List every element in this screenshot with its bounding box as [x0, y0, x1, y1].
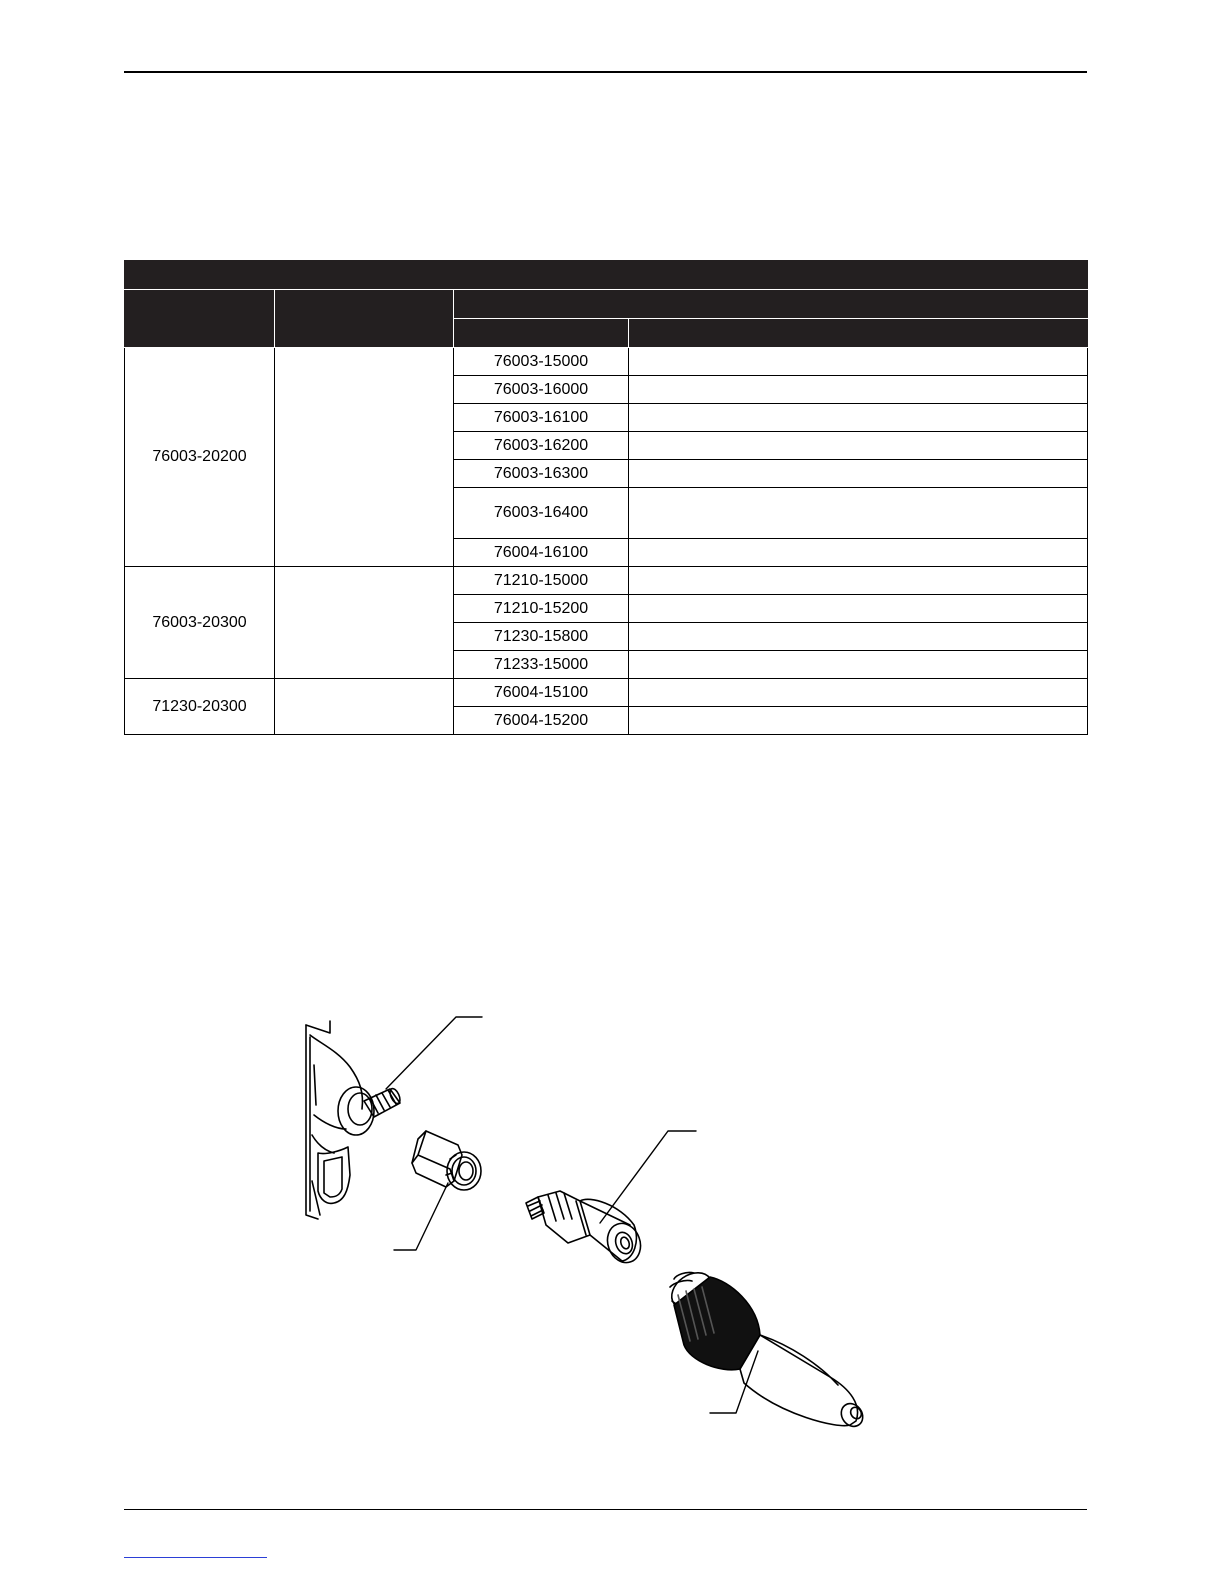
footer-rule [124, 1509, 1087, 1510]
exploded-assembly-figure [290, 1005, 890, 1435]
part-description-cell [629, 432, 1088, 460]
header-cell-description [275, 290, 454, 348]
part-number-cell: 71230-15800 [454, 623, 629, 651]
part-description-cell [629, 404, 1088, 432]
parts-table [124, 260, 1088, 735]
part-number-cell: 76003-16000 [454, 376, 629, 404]
part-description-cell [629, 376, 1088, 404]
kit-number-cell: 76003-20200 [125, 348, 275, 567]
callout-leader-2 [394, 1183, 448, 1250]
part-description-cell [629, 595, 1088, 623]
part-number-cell: 76003-16100 [454, 404, 629, 432]
part-number-cell: 76003-16200 [454, 432, 629, 460]
kit-description-cell [275, 679, 454, 735]
table-header [125, 261, 1088, 348]
part-number-cell: 76003-16300 [454, 460, 629, 488]
part-number-cell: 71210-15000 [454, 567, 629, 595]
part-number-cell: 71233-15000 [454, 651, 629, 679]
part-number-cell: 76003-16400 [454, 488, 629, 539]
table-row [125, 679, 1088, 707]
part-description-cell [629, 707, 1088, 735]
part-description-cell [629, 623, 1088, 651]
table-row [125, 348, 1088, 376]
part-number-cell: 76003-15000 [454, 348, 629, 376]
part-number-cell: 76004-16100 [454, 539, 629, 567]
part-description-cell [629, 539, 1088, 567]
table-body [125, 348, 1088, 735]
part-description-cell [629, 348, 1088, 376]
table-title-bar [125, 261, 1088, 290]
header-cell-includes [454, 290, 1088, 319]
header-rule [124, 71, 1087, 73]
part-description-cell [629, 651, 1088, 679]
header-cell-part [454, 319, 629, 348]
part-description-cell [629, 679, 1088, 707]
table-row [125, 567, 1088, 595]
tool-body-drawing [306, 1021, 402, 1219]
callout-leader-1 [386, 1017, 482, 1089]
adapter-nut-drawing [412, 1131, 481, 1190]
part-number-cell: 76004-15100 [454, 679, 629, 707]
part-description-cell [629, 460, 1088, 488]
part-description-cell [629, 567, 1088, 595]
part-description-cell [629, 488, 1088, 539]
kit-description-cell [275, 348, 454, 567]
kit-number-cell: 76003-20300 [125, 567, 275, 679]
coupler-drawing [526, 1191, 646, 1267]
part-number-cell: 76004-15200 [454, 707, 629, 735]
kit-number-cell: 71230-20300 [125, 679, 275, 735]
header-cell-kit [125, 290, 275, 348]
kit-description-cell [275, 567, 454, 679]
cartridge-drawing [665, 1265, 867, 1430]
part-number-cell: 71210-15200 [454, 595, 629, 623]
callout-leader-3 [600, 1131, 696, 1223]
header-cell-part-description [629, 319, 1088, 348]
footer-link[interactable] [124, 1557, 267, 1558]
